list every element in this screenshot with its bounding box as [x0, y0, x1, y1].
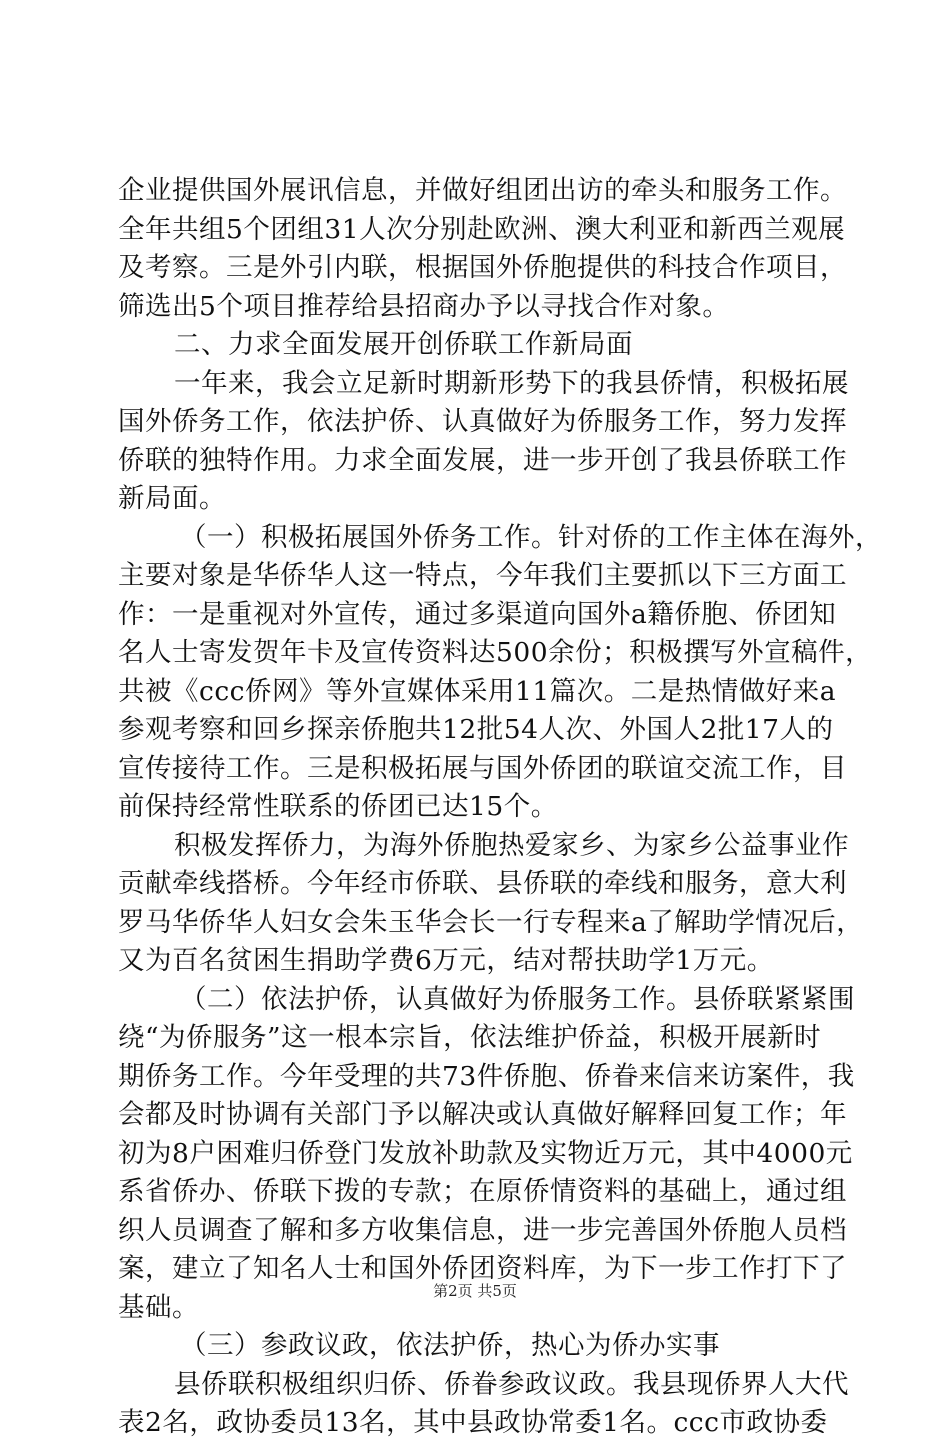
- text-line: 县侨联积极组织归侨、侨眷参政议政。我县现侨界人大代: [174, 1368, 849, 1400]
- text-line: 宣传接待工作。三是积极拓展与国外侨团的联谊交流工作，目: [118, 752, 847, 784]
- text-line: 期侨务工作。今年受理的共73件侨胞、侨眷来信来访案件，我: [118, 1060, 855, 1092]
- text-line: 侨联的独特作用。力求全面发展，进一步开创了我县侨联工作: [118, 444, 847, 476]
- text-line: 筛选出5个项目推荐给县招商办予以寻找合作对象。: [118, 290, 730, 322]
- text-line: 企业提供国外展讯信息，并做好组团出访的牵头和服务工作。: [118, 175, 847, 206]
- text-line: 案，建立了知名人士和国外侨团资料库，为下一步工作打下了: [118, 1253, 847, 1284]
- text-line: 一年来，我会立足新时期新形势下的我县侨情，积极拓展: [174, 367, 849, 399]
- text-line: 系省侨办、侨联下拨的专款；在原侨情资料的基础上，通过组: [118, 1176, 847, 1207]
- text-line: 基础。: [118, 1291, 199, 1323]
- page-footer: 第2页 共5页: [433, 1282, 517, 1300]
- text-line: 前保持经常性联系的侨团已达15个。: [118, 791, 558, 822]
- text-line: 共被《ccc侨网》等外宣媒体采用11篇次。二是热情做好来a: [118, 675, 837, 707]
- subsection-heading: （一）积极拓展国外侨务工作。针对侨的工作主体在海外，: [180, 521, 882, 553]
- text-line: 初为8户困难归侨登门发放补助款及实物近万元，其中4000元: [118, 1137, 853, 1169]
- text-line: 表2名，政协委员13名，其中县政协常委1名。ccc市政协委: [118, 1407, 828, 1438]
- text-line: 罗马华侨华人妇女会朱玉华会长一行专程来a了解助学情况后，: [118, 906, 864, 938]
- text-line: 织人员调查了解和多方收集信息，进一步完善国外侨胞人员档: [118, 1214, 847, 1246]
- text-line: 全年共组5个团组31人次分别赴欧洲、澳大利亚和新西兰观展: [118, 213, 846, 245]
- subsection-heading: （三）参政议政，依法护侨，热心为侨办实事: [180, 1330, 720, 1361]
- text-line: 及考察。三是外引内联，根据国外侨胞提供的科技合作项目，: [118, 252, 847, 283]
- text-line: 参观考察和回乡探亲侨胞共12批54人次、外国人2批17人的: [118, 714, 834, 745]
- text-line: 国外侨务工作，依法护侨、认真做好为侨服务工作，努力发挥: [118, 406, 847, 437]
- text-line: 新局面。: [118, 483, 226, 514]
- text-line: 绕“为侨服务”这一根本宗旨，依法维护侨益，积极开展新时: [118, 1022, 822, 1053]
- text-line: 会都及时协调有关部门予以解决或认真做好解释回复工作；年: [118, 1099, 847, 1130]
- document-body: [118, 172, 882, 1443]
- subsection-heading: （二）依法护侨，认真做好为侨服务工作。县侨联紧紧围: [180, 983, 855, 1015]
- text-line: 积极发挥侨力，为海外侨胞热爱家乡、为家乡公益事业作: [174, 829, 849, 861]
- section-heading: 二、力求全面发展开创侨联工作新局面: [174, 329, 633, 360]
- text-line: 又为百名贫困生捐助学费6万元，结对帮扶助学1万元。: [118, 945, 774, 976]
- text-line: 名人士寄发贺年卡及宣传资料达500余份；积极撰写外宣稿件，: [118, 637, 873, 668]
- text-line: 作：一是重视对外宣传，通过多渠道向国外a籍侨胞、侨团知: [118, 598, 837, 630]
- text-line: 主要对象是华侨华人这一特点，今年我们主要抓以下三方面工: [118, 560, 847, 591]
- text-line: 贡献牵线搭桥。今年经市侨联、县侨联的牵线和服务，意大利: [118, 868, 847, 899]
